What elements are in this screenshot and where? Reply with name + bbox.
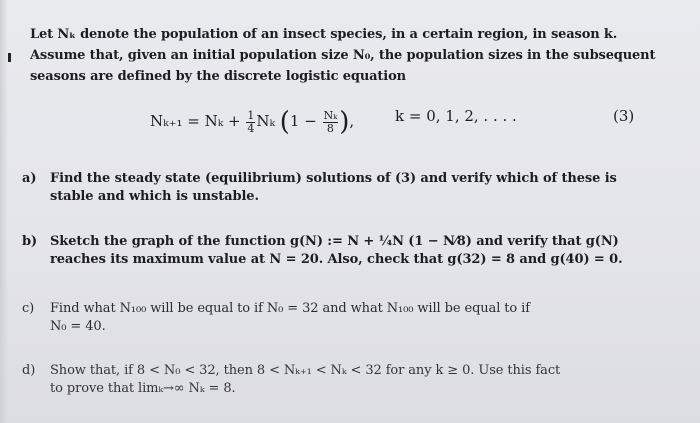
close-paren: ) [339,107,350,137]
question-b-line-2: reaches its maximum value at N = 20. Also, check that g(32) = 8 and g(40) = 0. [50,252,623,267]
equation-body [150,107,354,137]
equation-number: (3) [613,107,635,125]
question-c-line-1 [22,300,662,318]
question-a [22,170,662,206]
question-label: a) [22,171,37,186]
open-paren: ( [279,107,290,137]
page-shadow-edge [0,0,8,423]
question-d [22,362,662,398]
fraction-n-over-8 [323,110,339,135]
question-label: b) [22,234,38,249]
fraction-one-quarter [246,110,255,135]
equation-lhs: Nₖ₊₁ = Nₖ + [150,112,241,130]
question-label: d) [22,363,36,378]
question-text: Find the steady state (equilibrium) solutions of (3) and verify which of these is [50,171,617,186]
question-c [22,300,662,336]
fraction-denominator: 8 [326,121,334,135]
question-d-line-1 [22,362,662,380]
question-b-line-1 [22,233,662,251]
question-a-line-1 [22,170,662,188]
intro-line-3: seasons are defined by the discrete logistic equation [30,69,406,84]
equation-k-range: k = 0, 1, 2, . . . . [395,107,517,125]
equation-inner: 1 − [289,112,317,130]
equation-factor: Nₖ [256,112,275,130]
question-text: Sketch the graph of the function g(N) := N + ¼N (1 − N⁄8) and verify that g(N) [50,234,619,249]
question-text: Find what N₁₀₀ will be equal to if N₀ = 32 and what N₁₀₀ will be equal to if [50,301,530,316]
fraction-numerator: Nₖ [323,108,338,122]
fraction-denominator: 4 [247,121,255,135]
question-b [22,233,662,269]
margin-mark [8,53,11,62]
question-d-line-2: to prove that limₖ→∞ Nₖ = 8. [50,381,236,396]
fraction-numerator: 1 [247,108,255,122]
question-c-line-2: N₀ = 40. [50,319,106,334]
problem-intro [30,24,680,87]
question-label: c) [22,301,35,316]
question-text: Show that, if 8 < N₀ < 32, then 8 < Nₖ₊₁ < Nₖ < 32 for any k ≥ 0. Use this fact [50,363,561,378]
equation-tail: , [349,112,355,130]
intro-line-1: Let Nₖ denote the population of an insect species, in a certain region, in season k. [30,27,618,42]
logistic-equation [150,92,660,142]
question-a-line-2: stable and which is unstable. [50,189,259,204]
intro-line-2: Assume that, given an initial population size N₀, the population sizes in the subsequent [30,48,656,63]
